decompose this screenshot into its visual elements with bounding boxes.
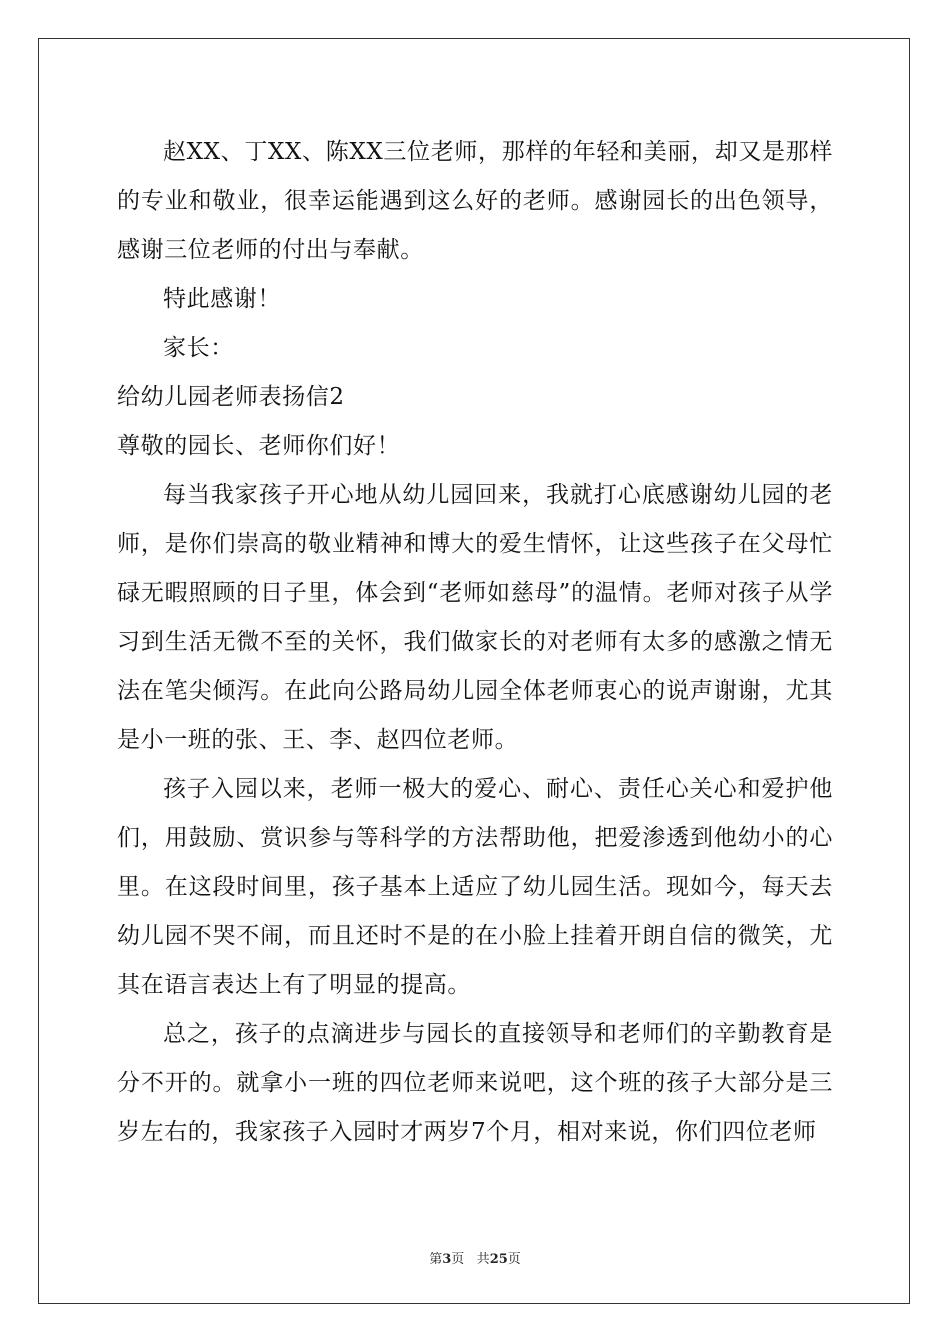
paragraph-care: 孩子入园以来，老师一极大的爱心、耐心、责任心关心和爱护他们，用鼓励、赏识参与等科学的方法帮助他，把爱渗透到他幼小的心里。在这段时间里，孩子基本上适应了幼儿园生活。现如今，每天去幼儿园不哭不闹，而且还时不是的在小脸上挂着开朗自信的微笑，尤其在语言表达上有了明显的提高。: [117, 776, 833, 998]
paragraph-special-thanks: 特此感谢！: [163, 286, 281, 312]
letter-title: 给幼儿园老师表扬信2: [117, 384, 345, 410]
footer-total-suffix: 页: [507, 1252, 521, 1267]
footer-page-suffix: 页: [451, 1252, 465, 1267]
footer-total-pages: 25: [489, 1252, 508, 1267]
footer-page-number: 3: [442, 1252, 452, 1267]
page-footer: [0, 1248, 950, 1267]
paragraph-gratitude: 每当我家孩子开心地从幼儿园回来，我就打心底感谢幼儿园的老师，是你们崇高的敬业精神和博大的爱生情怀，让这些孩子在父母忙碌无暇照顾的日子里，体会到“老师如慈母”的温情。老师对孩子从学习到生活无微不至的关怀，我们做家长的对老师有太多的感激之情无法在笔尖倾泻。在此向公路局幼儿园全体老师衷心的说声谢谢，尤其是小一班的张、王、李、赵四位老师。: [117, 482, 833, 753]
footer-total-prefix: 共: [476, 1252, 490, 1267]
footer-page-prefix: 第: [429, 1252, 443, 1267]
document-body: [117, 128, 833, 1157]
paragraph-thanks-teachers: 赵XX、丁XX、陈XX三位老师，那样的年轻和美丽，却又是那样的专业和敬业，很幸运能遇到这么好的老师。感谢园长的出色领导，感谢三位老师的付出与奉献。: [117, 139, 833, 263]
paragraph-summary: 总之，孩子的点滴进步与园长的直接领导和老师们的辛勤教育是分不开的。就拿小一班的四位老师来说吧，这个班的孩子大部分是三岁左右的，我家孩子入园时才两岁7个月，相对来说，你们四位老师: [117, 1021, 833, 1145]
letter-salutation: 尊敬的园长、老师你们好！: [117, 433, 401, 459]
paragraph-parent-signature: 家长：: [163, 335, 234, 361]
